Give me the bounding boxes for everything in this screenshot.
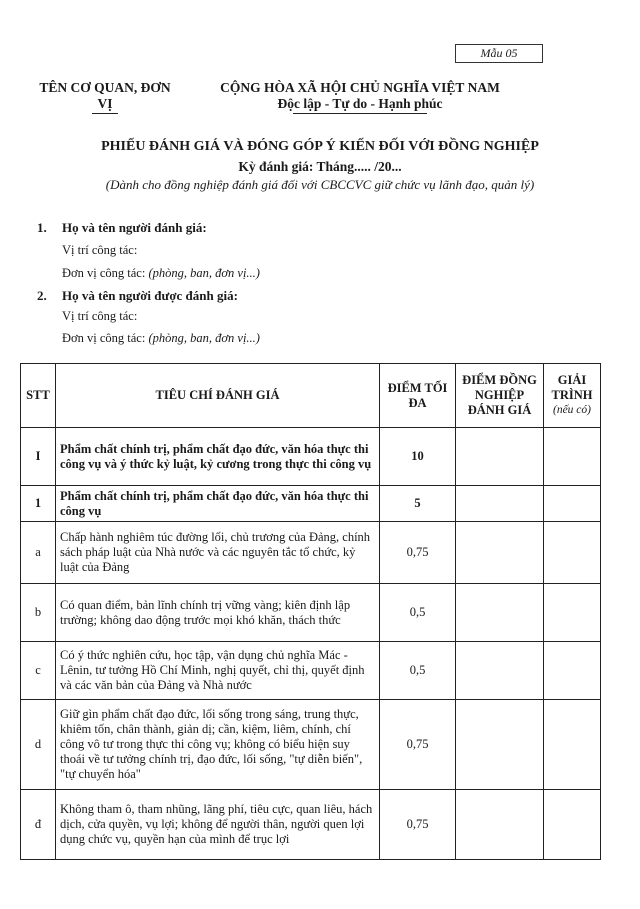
table-row [21, 428, 601, 486]
row-max-score: 0,75 [380, 790, 456, 860]
section-1-label: Họ và tên người đánh giá: [62, 220, 207, 235]
table-header-row [21, 364, 601, 428]
agency-line-2: VỊ [97, 96, 113, 111]
row-max-score: 0,75 [380, 700, 456, 790]
row-explain-cell[interactable] [544, 790, 601, 860]
row-explain-cell[interactable] [544, 700, 601, 790]
row-criteria: Phẩm chất chính trị, phẩm chất đạo đức, văn hóa thực thi công vụ [56, 486, 380, 522]
row-explain-cell[interactable] [544, 642, 601, 700]
row-criteria: Giữ gìn phẩm chất đạo đức, lối sống trong sáng, trung thực, khiêm tốn, chân thành, giản dị; cần, kiệm, liêm, chính, chí công vô tư trong thực thi công vụ; không có biểu hiện suy thoái về tư tưởng chính trị, đạo đức, lối sống, "tự diễn biến", "tự chuyển hóa" [56, 700, 380, 790]
table-row [21, 584, 601, 642]
section-2-unit-hint: (phòng, ban, đơn vị...) [148, 331, 260, 345]
row-explain-cell[interactable] [544, 522, 601, 584]
table-row [21, 642, 601, 700]
row-explain-cell[interactable] [544, 428, 601, 486]
form-title: PHIẾU ĐÁNH GIÁ VÀ ĐÓNG GÓP Ý KIẾN ĐỐI VỚI ĐỒNG NGHIỆP [101, 139, 539, 154]
row-peer-score-cell[interactable] [456, 790, 544, 860]
evaluation-period: Kỳ đánh giá: Tháng..... /20... [238, 159, 402, 174]
row-criteria: Không tham ô, tham nhũng, lãng phí, tiêu cực, quan liêu, hách dịch, cửa quyền, vụ lợi; không để người thân, người quen lợi dụng chức vụ, quyền hạn của mình để trục lợi [56, 790, 380, 860]
agency-underline [92, 113, 118, 114]
table-row [21, 700, 601, 790]
row-peer-score-cell[interactable] [456, 642, 544, 700]
section-1-unit-hint: (phòng, ban, đơn vị...) [148, 266, 260, 280]
section-2-label: Họ và tên người được đánh giá: [62, 288, 238, 303]
row-max-score: 0,5 [380, 642, 456, 700]
agency-header [30, 80, 180, 112]
section-1-unit-label: Đơn vị công tác: [62, 266, 146, 280]
row-max-score: 0,5 [380, 584, 456, 642]
header-stt: STT [21, 364, 56, 428]
row-criteria: Phẩm chất chính trị, phẩm chất đạo đức, văn hóa thực thi công vụ và ý thức kỷ luật, kỷ cương trong thực thi công vụ [56, 428, 380, 486]
header-max-score: ĐIỂM TỐI ĐA [380, 364, 456, 428]
row-max-score: 0,75 [380, 522, 456, 584]
header-explain [544, 364, 601, 428]
header-explain-note: (nếu có) [553, 404, 591, 416]
row-explain-cell[interactable] [544, 486, 601, 522]
row-stt: b [21, 584, 56, 642]
nation-header [205, 80, 515, 112]
section-1-position: Vị trí công tác: [62, 243, 138, 257]
row-stt: c [21, 642, 56, 700]
section-1-number: 1. [37, 220, 47, 235]
row-peer-score-cell[interactable] [456, 486, 544, 522]
table-row [21, 522, 601, 584]
row-stt: a [21, 522, 56, 584]
nation-line-2: Độc lập - Tự do - Hạnh phúc [277, 96, 443, 111]
section-2-number: 2. [37, 288, 47, 303]
row-stt: I [21, 428, 56, 486]
row-peer-score-cell[interactable] [456, 584, 544, 642]
section-2-position: Vị trí công tác: [62, 309, 138, 323]
row-criteria: Chấp hành nghiêm túc đường lối, chủ trương của Đảng, chính sách pháp luật của Nhà nước và các nguyên tắc tổ chức, kỷ luật của Đảng [56, 522, 380, 584]
row-criteria: Có ý thức nghiên cứu, học tập, vận dụng chủ nghĩa Mác - Lênin, tư tưởng Hồ Chí Minh, nghị quyết, chỉ thị, quyết định và các văn bản của Đảng và Nhà nước [56, 642, 380, 700]
row-criteria: Có quan điểm, bản lĩnh chính trị vững vàng; kiên định lập trường; không dao động trước mọi khó khăn, thách thức [56, 584, 380, 642]
row-peer-score-cell[interactable] [456, 700, 544, 790]
agency-line-1: TÊN CƠ QUAN, ĐƠN [39, 80, 171, 95]
form-code-box: Mẫu 05 [455, 44, 543, 63]
row-stt: d [21, 700, 56, 790]
table-row [21, 790, 601, 860]
row-stt: đ [21, 790, 56, 860]
row-peer-score-cell[interactable] [456, 522, 544, 584]
row-explain-cell[interactable] [544, 584, 601, 642]
criteria-table [20, 363, 601, 860]
header-criteria: TIÊU CHÍ ĐÁNH GIÁ [56, 364, 380, 428]
section-2-unit [62, 331, 260, 346]
row-peer-score-cell[interactable] [456, 428, 544, 486]
nation-line-1: CỘNG HÒA XÃ HỘI CHỦ NGHĨA VIỆT NAM [220, 80, 500, 95]
nation-underline [293, 113, 427, 114]
section-2-unit-label: Đơn vị công tác: [62, 331, 146, 345]
form-note: (Dành cho đồng nghiệp đánh giá đối với CBCCVC giữ chức vụ lãnh đạo, quản lý) [105, 177, 535, 192]
row-stt: 1 [21, 486, 56, 522]
header-explain-title: GIẢI TRÌNH [551, 373, 593, 402]
header-peer-score: ĐIỂM ĐỒNG NGHIỆP ĐÁNH GIÁ [456, 364, 544, 428]
row-max-score: 10 [380, 428, 456, 486]
row-max-score: 5 [380, 486, 456, 522]
section-1-unit [62, 266, 260, 281]
table-row [21, 486, 601, 522]
